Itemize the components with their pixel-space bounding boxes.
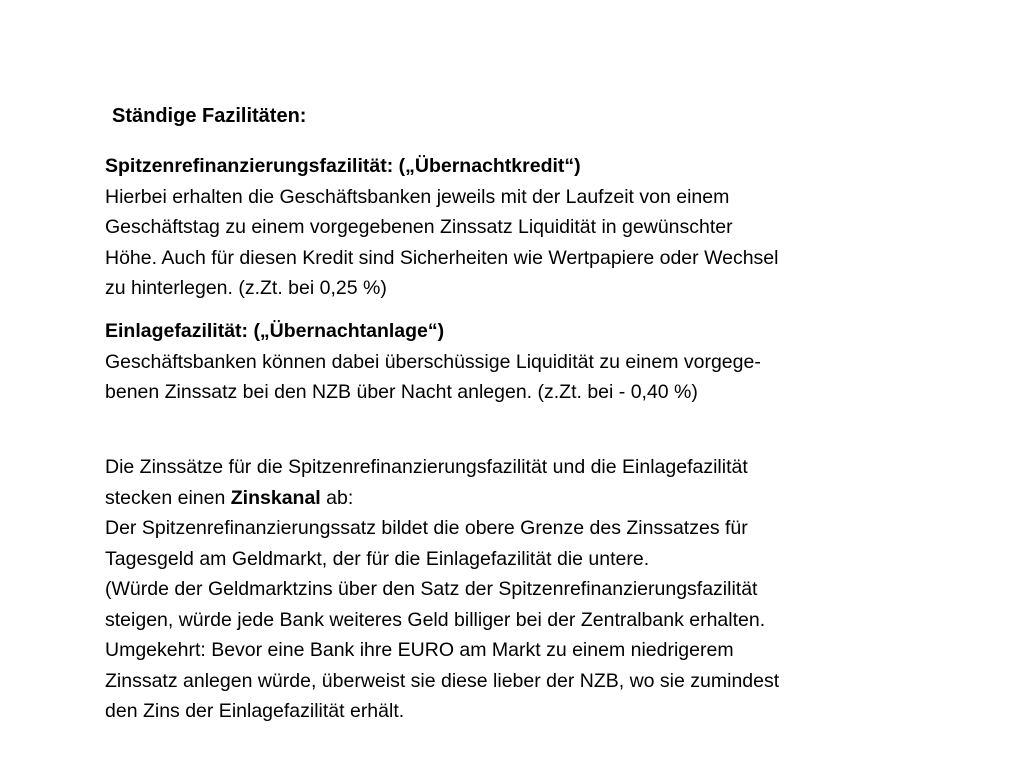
einlagefazilitaet-text-line: benen Zinssatz bei den NZB über Nacht anlegen. (z.Zt. bei - 0,40 %) bbox=[105, 381, 698, 403]
spitzenrefinanzierung-text-line: zu hinterlegen. (z.Zt. bei 0,25 %) bbox=[105, 277, 387, 299]
einlagefazilitaet-heading: Einlagefazilität: („Übernachtanlage“) bbox=[105, 320, 445, 342]
zinskanal-text-line: Tagesgeld am Geldmarkt, der für die Einlagefazilität die untere. bbox=[105, 547, 650, 570]
zinskanal-keyword: Zinskanal bbox=[230, 486, 321, 509]
spitzenrefinanzierung-text-line: Geschäftstag zu einem vorgegebenen Zinssatz Liquidität in gewünschter bbox=[105, 216, 733, 238]
einlagefazilitaet-section bbox=[105, 316, 761, 408]
zinskanal-text-line: Der Spitzenrefinanzierungssatz bildet die obere Grenze des Zinssatzes für bbox=[105, 517, 748, 539]
zinskanal-prefix-text: stecken einen bbox=[105, 486, 231, 509]
zinskanal-section bbox=[105, 452, 779, 727]
zinskanal-text-line bbox=[105, 483, 779, 514]
einlagefazilitaet-text-line: Geschäftsbanken können dabei überschüssige Liquidität zu einem vorgege- bbox=[105, 350, 761, 373]
spitzenrefinanzierung-heading: Spitzenrefinanzierungsfazilität: („Übernachtkredit“) bbox=[105, 155, 581, 177]
spitzenrefinanzierung-text-line: Höhe. Auch für diesen Kredit sind Sicherheiten wie Wertpapiere oder Wechsel bbox=[105, 246, 779, 269]
zinskanal-text-line: steigen, würde jede Bank weiteres Geld billiger bei der Zentralbank erhalten. bbox=[105, 608, 766, 631]
zinskanal-text-line: Umgekehrt: Bevor eine Bank ihre EURO am Markt zu einem niedrigerem bbox=[105, 639, 734, 661]
zinskanal-text-line: Die Zinssätze für die Spitzenrefinanzierungsfazilität und die Einlagefazilität bbox=[105, 456, 748, 478]
zinskanal-text-line: Zinssatz anlegen würde, überweist sie diese lieber der NZB, wo sie zumindest bbox=[105, 669, 780, 692]
spitzenrefinanzierung-text-line: Hierbei erhalten die Geschäftsbanken jeweils mit der Laufzeit von einem bbox=[105, 185, 730, 208]
zinskanal-text-line: (Würde der Geldmarktzins über den Satz der Spitzenrefinanzierungsfazilität bbox=[105, 578, 758, 600]
spitzenrefinanzierung-section bbox=[105, 151, 778, 304]
slide-title: Ständige Fazilitäten: bbox=[112, 105, 307, 127]
zinskanal-suffix-text: ab: bbox=[320, 486, 354, 509]
zinskanal-text-line: den Zins der Einlagefazilität erhält. bbox=[105, 700, 405, 722]
